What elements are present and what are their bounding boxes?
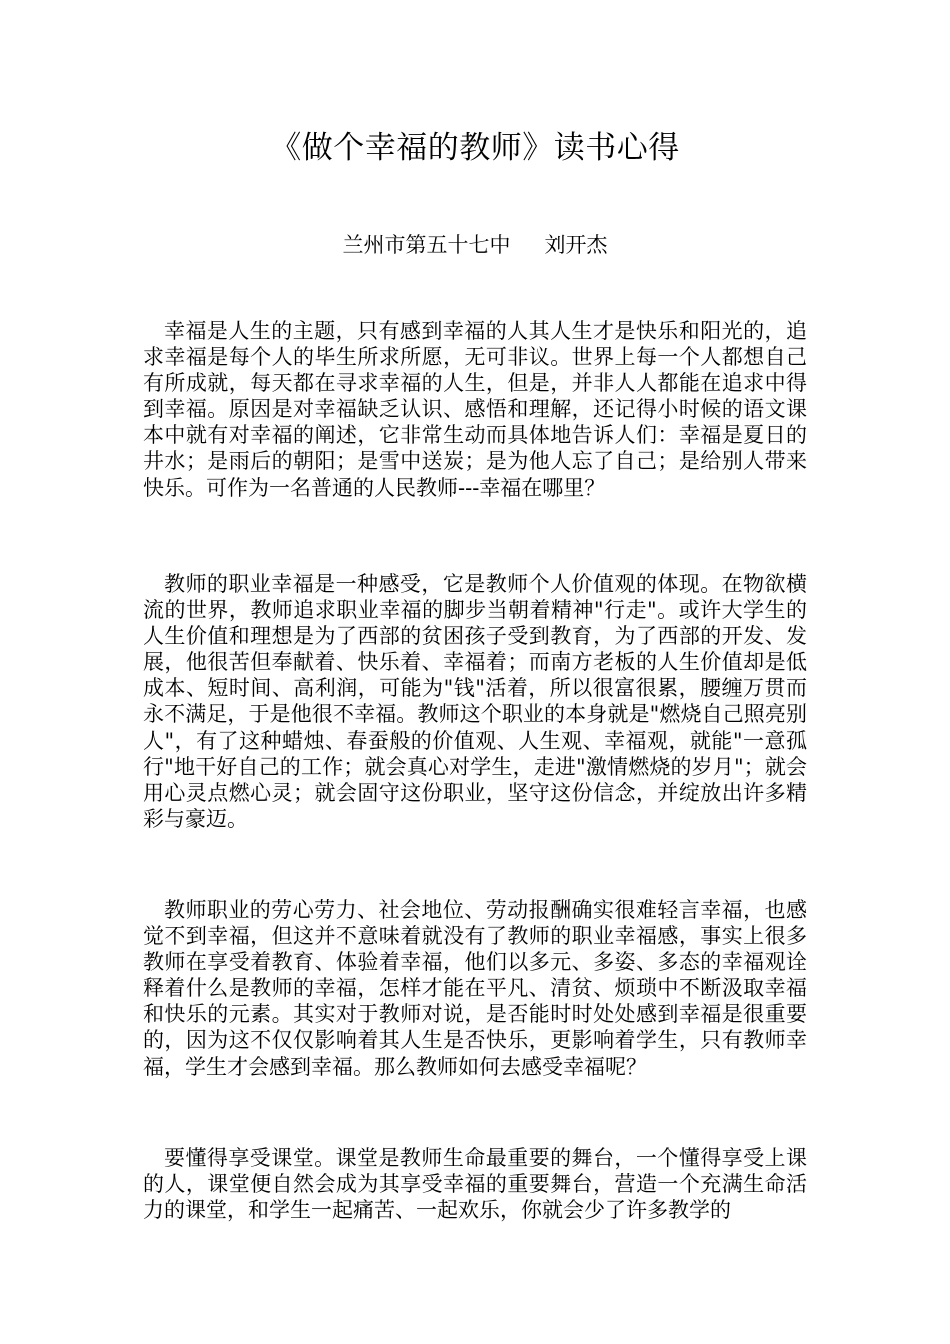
author-name: 刘开杰 <box>544 233 608 257</box>
body-paragraph-2: 教师的职业幸福是一种感受，它是教师个人价值观的体现。在物欲横流的世界，教师追求职业幸福的脚步当朝着精神"行走"。或许大学生的人生价值和理想是为了西部的贫困孩子受到教育，为了西部的开发、发展，他很苦但奉献着、快乐着、幸福着；而南方老板的人生价值却是低成本、短时间、高利润，可能为"钱"活着，所以很富很累，腰缠万贯而永不满足，于是他很不幸福。教师这个职业的本身就是"燃烧自己照亮别人"，有了这种蜡烛、春蚕般的价值观、人生观、幸福观，就能"一意孤行"地干好自己的工作；就会真心对学生，走进"激情燃烧的岁月"；就会用心灵点燃心灵；就会固守这份职业，坚守这份信念，并绽放出许多精彩与豪迈。 <box>143 572 807 831</box>
document-title: 《做个幸福的教师》读书心得 <box>270 130 680 166</box>
body-paragraph-4: 要懂得享受课堂。课堂是教师生命最重要的舞台，一个懂得享受上课的人，课堂便自然会成为其享受幸福的重要舞台，营造一个充满生命活力的课堂，和学生一起痛苦、一起欢乐，你就会少了许多教学的 <box>143 1146 807 1223</box>
body-paragraph-1: 幸福是人生的主题，只有感到幸福的人其人生才是快乐和阳光的，追求幸福是每个人的毕生所求所愿，无可非议。世界上每一个人都想自己有所成就，每天都在寻求幸福的人生，但是，并非人人都能在追求中得到幸福。原因是对幸福缺乏认识、感悟和理解，还记得小时候的语文课本中就有对幸福的阐述，它非常生动而具体地告诉人们：幸福是夏日的井水；是雨后的朝阳；是雪中送炭；是为他人忘了自己；是给别人带来快乐。可作为一名普通的人民教师---幸福在哪里？ <box>143 319 807 500</box>
author-line <box>0 228 950 262</box>
school-name: 兰州市第五十七中 <box>342 233 511 257</box>
body-paragraph-3: 教师职业的劳心劳力、社会地位、劳动报酬确实很难轻言幸福，也感觉不到幸福，但这并不意味着就没有了教师的职业幸福感，事实上很多教师在享受着教育、体验着幸福，他们以多元、多姿、多态的幸福观诠释着什么是教师的幸福，怎样才能在平凡、清贫、烦琐中不断汲取幸福和快乐的元素。其实对于教师对说，是否能时时处处感到幸福是很重要的，因为这不仅仅影响着其人生是否快乐，更影响着学生，只有教师幸福，学生才会感到幸福。那么教师如何去感受幸福呢？ <box>143 898 807 1079</box>
